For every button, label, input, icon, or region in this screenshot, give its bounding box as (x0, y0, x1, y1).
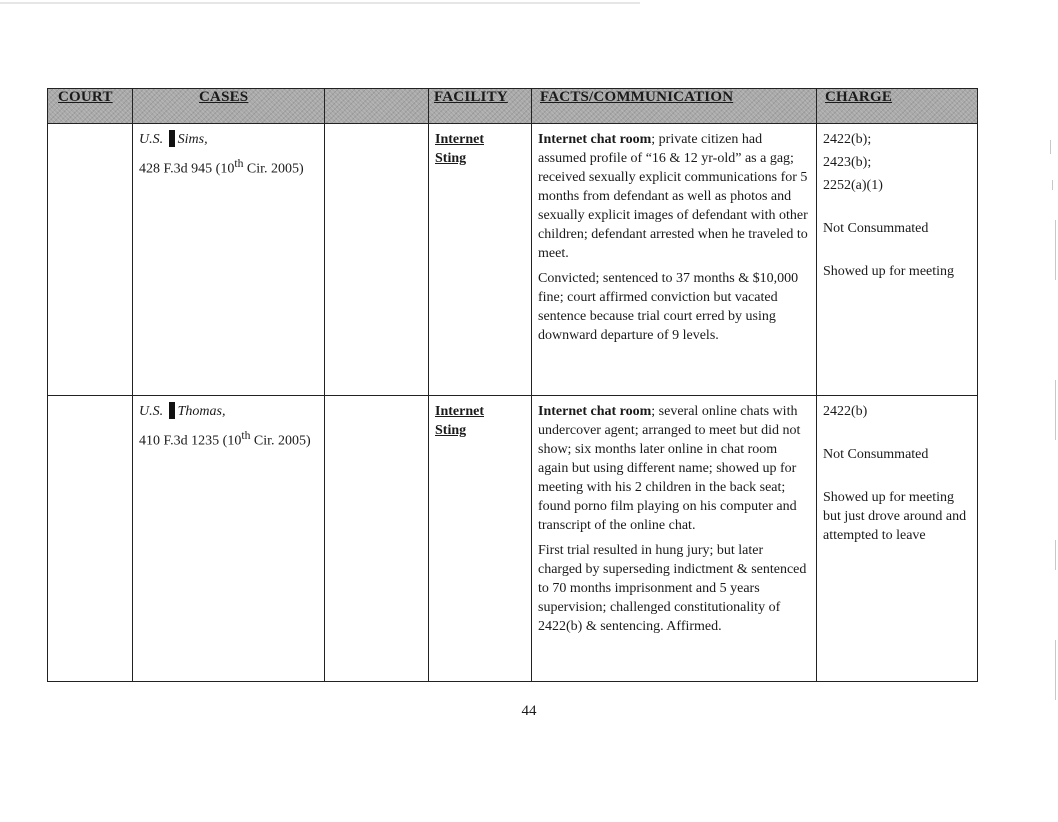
case-prefix: U.S. (139, 132, 164, 147)
facts-cell (532, 124, 817, 396)
cases-cell (133, 396, 325, 682)
header-court: COURT (48, 89, 133, 124)
court-cell (48, 396, 133, 682)
table-row (48, 396, 978, 682)
charge-cell (817, 124, 978, 396)
header-facts: FACTS/COMMUNICATION (532, 89, 817, 124)
case-table (47, 88, 978, 682)
page-number: 44 (521, 703, 537, 719)
blank-cell (325, 124, 429, 396)
blank-cell (325, 396, 429, 682)
facts-cell (532, 396, 817, 682)
charge-statute: 2422(b); (823, 132, 872, 147)
scan-edge-mark (1055, 380, 1056, 440)
table-row (48, 124, 978, 396)
facts-paragraph: First trial resulted in hung jury; but later charged by superseding indictment & sentenced to 70 months imprisonment and 5 years supervision; challenged constitutionality of 2422(b) & sentencing. Affirmed. (538, 543, 807, 634)
redaction-mark (169, 130, 175, 147)
scan-edge-mark (1050, 140, 1051, 154)
facility-label: Sting (435, 423, 467, 438)
charge-statute: 2422(b) (823, 404, 868, 419)
case-name: Thomas, (177, 404, 226, 419)
charge-note: Showed up for meeting (823, 264, 955, 279)
facility-label: Internet (435, 132, 484, 147)
charge-statute: 2423(b); (823, 155, 872, 170)
charge-status: Not Consummated (823, 221, 929, 236)
case-title (139, 130, 318, 149)
charge-status: Not Consummated (823, 447, 929, 462)
charge-statute: 2252(a)(1) (823, 178, 883, 193)
scan-top-line (0, 2, 640, 4)
header-cases: CASES (133, 89, 325, 124)
cases-cell (133, 124, 325, 396)
facility-label: Sting (435, 151, 467, 166)
charge-cell (817, 396, 978, 682)
scan-edge-mark (1055, 540, 1056, 570)
facts-paragraph: Internet chat room; several online chats with undercover agent; arranged to meet but did not show; six months later online in chat room again but using different name; showed up for meeting with his 2 children in the back seat; found porno film playing on his computer and transcript of the online chat. (538, 404, 801, 533)
scan-edge-mark (1052, 180, 1053, 190)
case-citation: 410 F.3d 1235 (10th Cir. 2005) (139, 429, 311, 449)
header-row (48, 89, 978, 124)
court-cell (48, 124, 133, 396)
scan-edge-mark (1055, 220, 1056, 280)
case-citation: 428 F.3d 945 (10th Cir. 2005) (139, 157, 304, 177)
header-charge: CHARGE (817, 89, 978, 124)
header-facility: FACILITY (429, 89, 532, 124)
redaction-mark (169, 402, 175, 419)
facts-paragraph: Internet chat room; private citizen had assumed profile of “16 & 12 yr-old” as a gag; received sexually explicit communications for 5 months from defendant as well as photos and sexually explicit images of defendant with other children; defendant arrested when he traveled to meet. (538, 132, 808, 261)
header-blank (325, 89, 429, 124)
scan-edge-mark (1055, 640, 1056, 700)
case-title (139, 402, 318, 421)
facility-cell (429, 124, 532, 396)
case-name: Sims, (177, 132, 208, 147)
facility-label: Internet (435, 404, 484, 419)
facts-paragraph: Convicted; sentenced to 37 months & $10,000 fine; court affirmed conviction but vacated sentence because trial court erred by using downward departure of 9 levels. (538, 271, 799, 343)
case-prefix: U.S. (139, 404, 164, 419)
charge-note: Showed up for meeting but just drove around and attempted to leave (823, 490, 967, 543)
facility-cell (429, 396, 532, 682)
